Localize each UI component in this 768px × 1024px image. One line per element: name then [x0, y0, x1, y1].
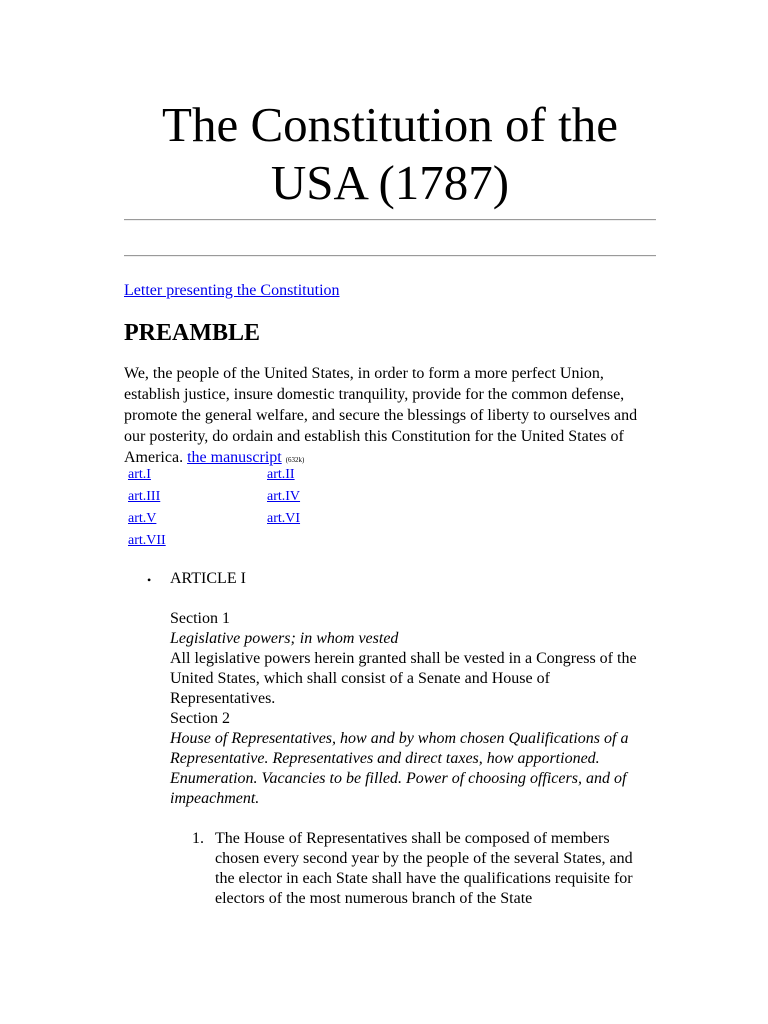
article-link-cell	[126, 486, 265, 508]
article-link-cell	[265, 486, 302, 508]
clause-item	[170, 829, 656, 909]
manuscript-link[interactable]: the manuscript	[187, 449, 282, 466]
article-link-cell	[265, 464, 302, 486]
article-link-art-vii[interactable]: art.VII	[128, 533, 166, 548]
article-link-art-vi[interactable]: art.VI	[267, 511, 301, 526]
section-1-text: All legislative powers herein granted shall be vested in a Congress of the United States, which shall consist of a Senate and House of Representatives.	[170, 650, 637, 707]
article-link-art-iv[interactable]: art.IV	[267, 489, 301, 504]
article-link-art-iii[interactable]: art.III	[128, 489, 161, 504]
article-link-art-v[interactable]: art.V	[128, 511, 157, 526]
clause-number: 1.	[192, 830, 204, 847]
article-link-art-ii[interactable]: art.II	[267, 467, 295, 482]
article-link-cell-empty	[265, 530, 302, 552]
article-link-cell	[126, 464, 265, 486]
clause-text: The House of Representatives shall be composed of members chosen every second year by the people of the several States, and the elector in each State shall have the qualifications requisite for electors of the most numerous branch of the State	[215, 830, 633, 907]
article-link-cell	[265, 508, 302, 530]
clause-list	[170, 829, 656, 909]
preamble-heading: PREAMBLE	[124, 320, 261, 346]
letter-presenting-link[interactable]: Letter presenting the Constitution	[124, 282, 340, 299]
section-1-subtitle: Legislative powers; in whom vested	[170, 630, 399, 647]
article-links-row	[126, 486, 302, 508]
article-links-row	[126, 530, 302, 552]
bullet-icon: •	[147, 573, 152, 587]
article-list	[124, 569, 656, 909]
article-link-cell	[126, 530, 265, 552]
article-links-row	[126, 464, 302, 486]
article-item	[124, 569, 656, 909]
article-links-row	[126, 508, 302, 530]
preamble-body: We, the people of the United States, in order to form a more perfect Union, establish justice, insure domestic tranquility, provide for the common defense, promote the general welfare, and secure the blessings of liberty to ourselves and our posterity, do ordain and establish this Constitution for the United States of America.	[124, 365, 638, 466]
horizontal-rule-top	[124, 219, 656, 221]
preamble-text	[124, 363, 656, 471]
section-2-label: Section 2	[170, 710, 230, 727]
article-link-art-i[interactable]: art.I	[128, 467, 151, 482]
section-2-subtitle: House of Representatives, how and by whom chosen Qualifications of a Representative. Representatives and direct taxes, how apportioned. Enumeration. Vacancies to be filled. Power of choosing officers, and of impeachment.	[170, 730, 629, 807]
article-link-cell	[126, 508, 265, 530]
page-title: The Constitution of the USA (1787)	[162, 97, 618, 210]
article-links-table	[126, 464, 302, 552]
manuscript-size-note: (632k)	[285, 456, 305, 464]
section-1-label: Section 1	[170, 610, 230, 627]
horizontal-rule-bottom	[124, 255, 656, 257]
article-title: ARTICLE I	[170, 570, 246, 587]
